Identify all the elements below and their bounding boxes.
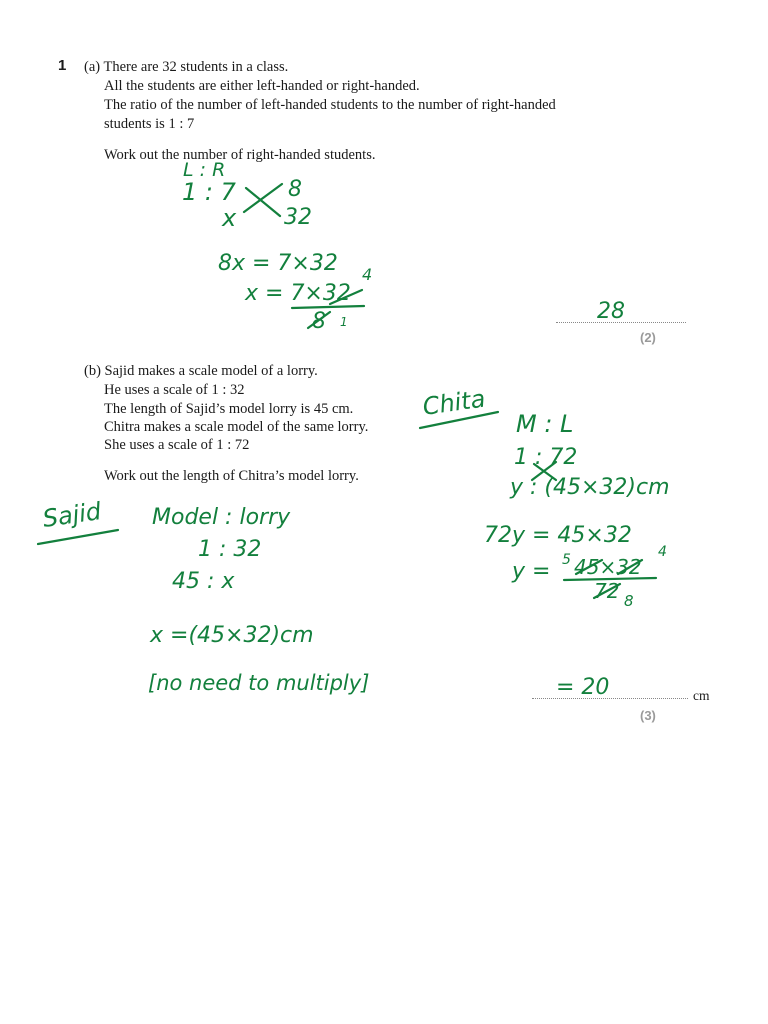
question-number: 1: [58, 57, 67, 74]
hw-b-chitra-den-sub: 8: [624, 592, 634, 610]
part-a-marks: (2): [640, 330, 656, 345]
part-b-line-4: Chitra makes a scale model of the same lorry.: [104, 419, 369, 435]
hw-a-equation-1: 8x = 7×32: [218, 251, 338, 276]
hw-a-ratio-row: 1 : 7: [182, 178, 236, 206]
hw-b-sajid-label: Sajid: [40, 497, 103, 533]
hw-b-sajid-result: x =(45×32)cm: [150, 623, 314, 648]
hw-a-equation-2: x = 7×32: [245, 281, 351, 306]
part-a-instruction: Work out the number of right-handed students.: [104, 147, 376, 163]
hw-b-answer: = 20: [556, 675, 610, 700]
hw-b-chitra-ratio: 1 : 72: [514, 445, 578, 470]
hw-a-superscript-4: 4: [362, 265, 373, 284]
hw-b-sajid-note: [no need to multiply]: [148, 671, 370, 695]
hw-b-chitra-sup4: 4: [658, 544, 667, 560]
hw-a-denominator: 8: [312, 309, 326, 334]
part-b-line-1: (b) Sajid makes a scale model of a lorry.: [84, 363, 318, 379]
part-a-line-4: students is 1 : 7: [104, 116, 195, 132]
hw-a-cross-mark: [244, 184, 282, 216]
hw-a-fraction-bar: [292, 306, 364, 308]
hw-a-eight: 8: [288, 177, 302, 202]
hw-b-chitra-eq1: 72y = 45×32: [484, 523, 632, 548]
hw-a-denominator-sub: 1: [340, 315, 348, 329]
hw-b-chitra-header: M : L: [516, 410, 574, 438]
hw-b-chitra-label: Chita: [420, 384, 487, 421]
hw-a-answer: 28: [597, 299, 625, 324]
hw-a-unknown: x: [222, 204, 237, 232]
part-b-line-2: He uses a scale of 1 : 32: [104, 382, 245, 398]
hw-b-sajid-header: Model : lorry: [152, 505, 291, 530]
hw-b-sajid-ratio: 1 : 32: [198, 537, 262, 562]
hw-b-chitra-numerator: 45×32: [574, 555, 642, 579]
part-a-line-2: All the students are either left-handed or right-handed.: [104, 78, 420, 94]
part-b-instruction: Work out the length of Chitra’s model lorry.: [104, 468, 359, 484]
hw-a-ratio-header: L : R: [183, 159, 226, 181]
part-a-line-3: The ratio of the number of left-handed students to the number of right-handed: [104, 97, 556, 113]
hw-b-chitra-eq2-lhs: y =: [512, 559, 551, 584]
part-a-line-1: (a) There are 32 students in a class.: [84, 59, 289, 75]
part-b-marks: (3): [640, 708, 656, 723]
part-b-unit: cm: [693, 688, 710, 703]
hw-a-thirty-two: 32: [284, 205, 312, 230]
hw-b-chitra-row: y : (45×32)cm: [510, 475, 670, 500]
part-b-line-3: The length of Sajid’s model lorry is 45 cm.: [104, 401, 354, 417]
hw-b-chitra-sup5: 5: [562, 552, 571, 568]
hw-b-sajid-row: 45 : x: [172, 569, 235, 594]
hw-b-chitra-denominator: 72: [594, 579, 620, 603]
part-b-line-5: She uses a scale of 1 : 72: [104, 437, 250, 453]
